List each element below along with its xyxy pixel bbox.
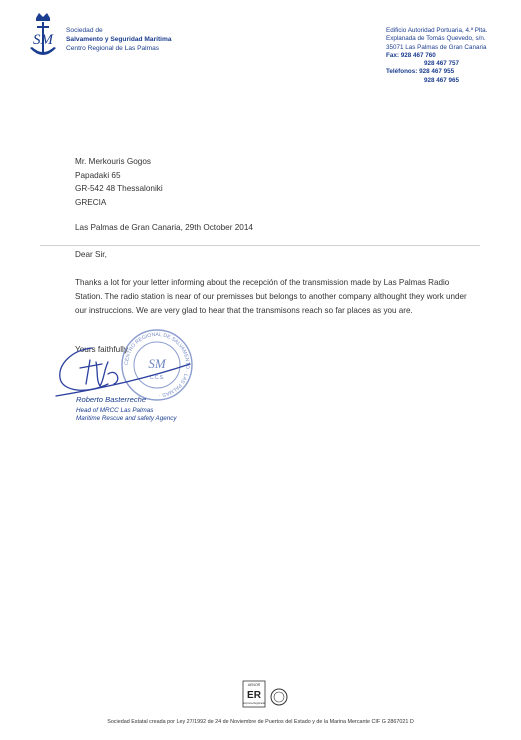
greeting: Dear Sir,: [75, 250, 107, 259]
signer-title: [76, 407, 177, 424]
letter-date: Las Palmas de Gran Canaria, 29th October 2014: [75, 223, 253, 232]
recipient-country: GRECIA: [75, 197, 107, 207]
svg-text:ER: ER: [247, 690, 261, 701]
letter-body: Thanks a lot for your letter informing about the recepción of the transmission made by Las Palmas Radio Station. The radio station is near of our premisses but belongs to another company althought they work under our instruccions. We are very glad to hear that the transmisons reach so far places as you are.: [75, 278, 467, 315]
org-line-3: Centro Regional de Las Palmas: [66, 45, 160, 52]
phone-1: 928 467 757: [424, 60, 460, 68]
sender-address: [386, 27, 487, 85]
handwritten-signature: [52, 340, 192, 398]
svg-text:CENTRO REGIONAL DE SALVAMENTO: CENTRO REGIONAL DE SALVAMENTO · LAS PALMAS ·: [123, 331, 191, 398]
svg-text:AENOR: AENOR: [247, 683, 261, 687]
certification-logo: [242, 680, 292, 708]
org-line-1: Sociedad de: [66, 27, 103, 34]
svg-text:C.C.S.: C.C.S.: [149, 375, 165, 381]
organization-name: [66, 26, 172, 53]
organization-logo: [26, 12, 60, 62]
recipient-block: [75, 155, 163, 209]
phone-2: 928 467 955: [419, 68, 455, 76]
phones-label: Teléfonos:: [386, 68, 418, 76]
signer-title-1: Head of MRCC Las Palmas: [76, 407, 154, 414]
svg-text:SM: SM: [148, 356, 166, 371]
fax-number: Fax: 928 467 760: [386, 51, 436, 59]
org-line-2: Salvamento y Seguridad Marítima: [66, 36, 172, 43]
signer-name: Roberto Basterreche: [76, 395, 147, 404]
svg-text:Empresa Registrada: Empresa Registrada: [243, 702, 265, 705]
address-line-3: 35071 Las Palmas de Gran Canaria: [386, 43, 487, 51]
recipient-city: GR-542 48 Thessaloniki: [75, 184, 163, 193]
closing: Yours faithfully: [75, 345, 128, 354]
footer-legal-text: Sociedad Estatal creada por Ley 27/1992 de 24 de Noviembre de Puertos del Estado y de la Marina Mercante CIF G 2867021 D: [107, 719, 414, 725]
recipient-name: Mr. Merkouris Gogos: [75, 157, 151, 166]
address-line-2: Explanada de Tomás Quevedo, s/n.: [386, 35, 486, 43]
fold-line: [40, 245, 480, 246]
recipient-street: Papadaki 65: [75, 170, 121, 180]
svg-text:SM: SM: [33, 32, 53, 48]
signer-title-2: Maritime Rescue and safety Agency: [76, 415, 177, 423]
address-line-1: Edificio Autoridad Portuaria, 4.ª Plta.: [386, 27, 488, 34]
phone-3: 928 467 965: [424, 76, 460, 84]
